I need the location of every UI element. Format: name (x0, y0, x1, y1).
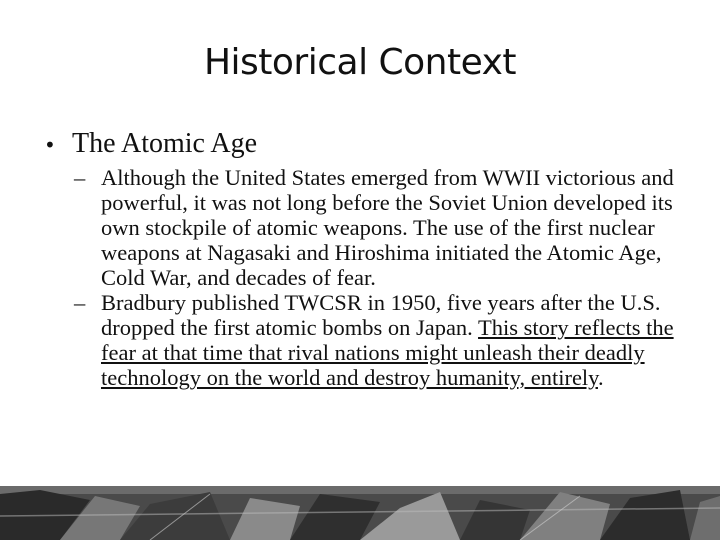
sub-bullet-list (74, 165, 674, 390)
bullet-text: The Atomic Age (72, 128, 258, 159)
sub-bullet-text-container (101, 290, 674, 390)
sub-bullet-marker: – (74, 165, 86, 190)
sub-bullet-trailing: . (597, 365, 604, 390)
background-photo-strip (0, 486, 720, 540)
sub-bullet-text: Although the United States emerged from WWII victorious and powerful, it was not long before the Soviet Union developed its own stockpile of atomic weapons. The use of the first nuclear weapons at Nagasaki and Hiroshima initiated the Atomic Age, Cold War, and decades of fear. (101, 165, 674, 290)
sub-bullet-1 (74, 165, 674, 290)
bullet-marker: • (44, 133, 56, 157)
bullet-atomic-age (44, 126, 674, 163)
sub-bullet-underlined-text: This story reflects the fear at that time that rival nations might unleash their deadly technology on the world and destroy humanity, entirely (101, 315, 674, 390)
sub-bullet-text: Bradbury published TWCSR in 1950, five years after the U.S. dropped the first atomic bombs on Japan. (101, 290, 661, 340)
sub-bullet-2 (74, 290, 674, 390)
slide-content (44, 126, 674, 390)
slide-title: Historical Context (203, 42, 517, 83)
sub-bullet-marker: – (74, 290, 86, 315)
